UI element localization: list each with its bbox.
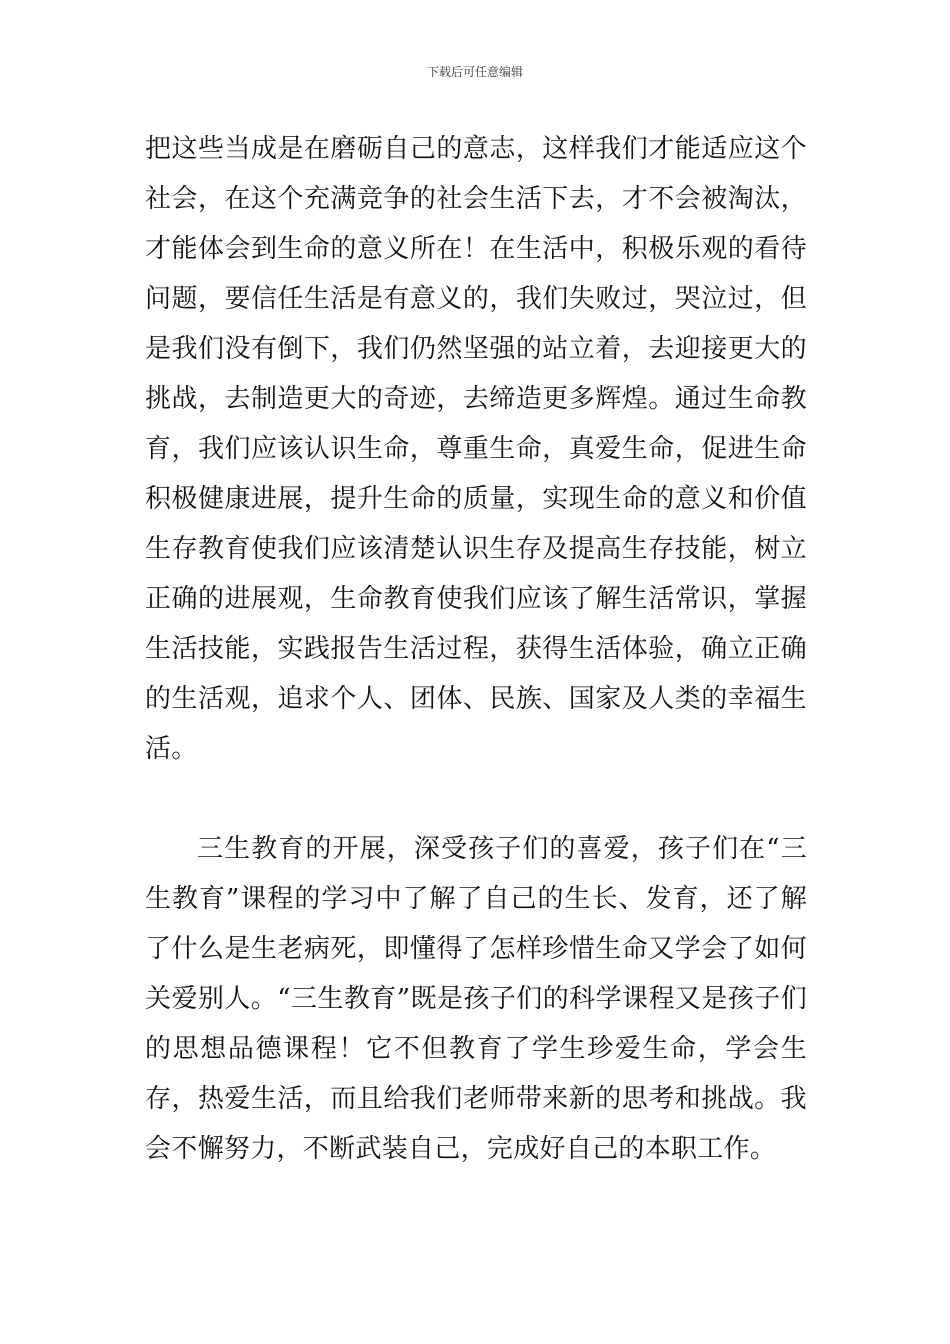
page-header: 下载后可任意编辑 xyxy=(426,65,523,79)
paragraph-2: 三生教育的开展，深受孩子们的喜爱，孩子们在“三生教育”课程的学习中了解了自己的生长、发育，还了解了什么是生老病死，即懂得了怎样珍惜生命又学会了如何关爱别人。“三生教育”既是孩子们的科学课程又是孩子们的思想品德课程！它不但教育了学生珍爱生命，学会生存，热爱生活，而且给我们老师带来新的思考和挑战。我会不懈努力，不断武装自己，完成好自己的本职工作。 xyxy=(145,834,807,1164)
paragraph-gap xyxy=(145,774,807,824)
paragraph-1: 把这些当成是在磨砺自己的意志，这样我们才能适应这个社会，在这个充满竞争的社会生活下去，才不会被淘汰，才能体会到生命的意义所在！在生活中，积极乐观的看待问题，要信任生活是有意义的，我们失败过，哭泣过，但是我们没有倒下，我们仍然坚强的站立着，去迎接更大的挑战，去制造更大的奇迹，去缔造更多辉煌。通过生命教育，我们应该认识生命，尊重生命，真爱生命，促进生命积极健康进展，提升生命的质量，实现生命的意义和价值生存教育使我们应该清楚认识生存及提高生存技能，树立正确的进展观，生命教育使我们应该了解生活常识，掌握生活技能，实践报告生活过程，获得生活体验，确立正确的生活观，追求个人、团体、民族、国家及人类的幸福生活。 xyxy=(145,134,807,764)
document-body xyxy=(145,124,807,1174)
